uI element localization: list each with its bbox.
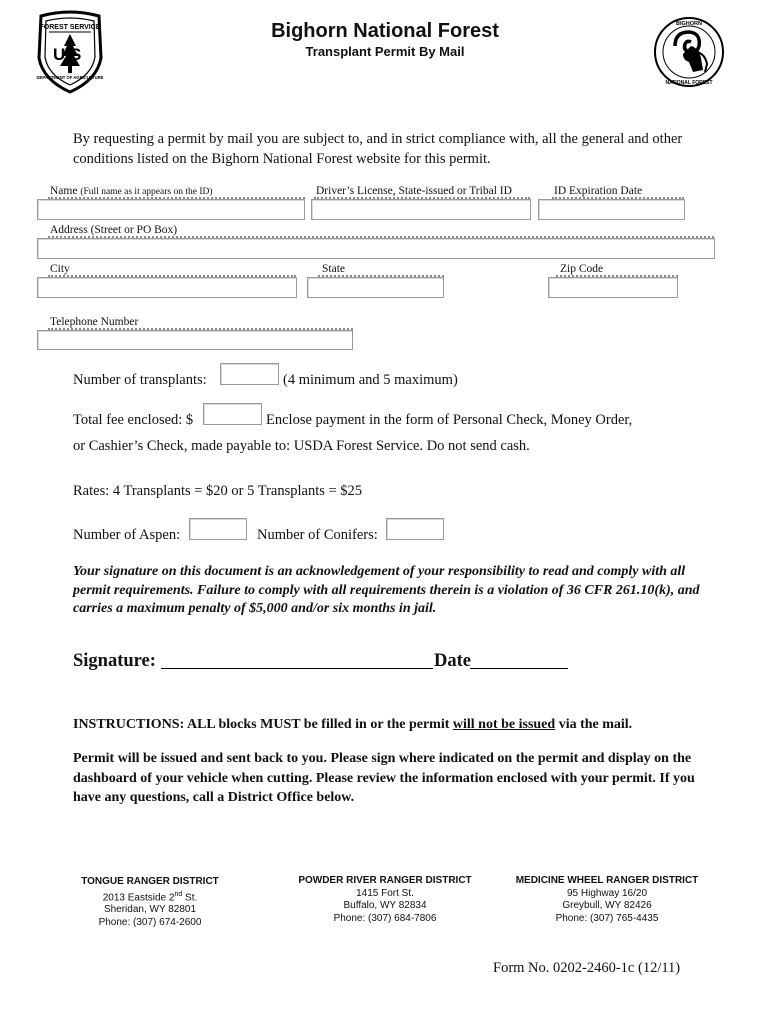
name-label: Name	[50, 185, 78, 197]
aspen-count-field[interactable]	[189, 518, 247, 540]
district-name: TONGUE RANGER DISTRICT	[81, 876, 219, 887]
district-name: MEDICINE WHEEL RANGER DISTRICT	[515, 875, 699, 886]
district-name: POWDER RIVER RANGER DISTRICT	[298, 875, 472, 886]
city-field[interactable]	[37, 277, 297, 298]
name-field[interactable]	[37, 199, 305, 220]
left-logo-top-text: FOREST SERVICE	[39, 24, 101, 31]
page-subtitle: Transplant Permit By Mail	[305, 44, 465, 59]
left-logo-letters: U S	[53, 45, 82, 64]
legal-warning: Your signature on this document is an acknowledgement of your responsibility to read and comply with all permit requirements. Failure to comply with all requirements therein is a violation of 36 CFR 261.10(k), and carries a maximum penalty of $5,000 and/or six months in jail.	[73, 564, 700, 616]
right-logo-bottom-text: NATIONAL FOREST	[665, 80, 713, 86]
state-label: State	[322, 263, 345, 275]
transplants-label: Number of transplants:	[73, 372, 207, 388]
instructions-line	[73, 715, 723, 735]
district-medicine-wheel	[505, 875, 709, 925]
page-title: Bighorn National Forest	[271, 20, 499, 42]
conifers-count-field[interactable]	[386, 518, 444, 540]
district-phone: Phone: (307) 684-7806	[333, 912, 437, 924]
rates-text: Rates: 4 Transplants = $20 or 5 Transplants = $25	[73, 483, 363, 499]
fee-amount-field[interactable]	[203, 403, 262, 425]
instructions-underlined: will not be issued	[452, 717, 556, 732]
aspen-label: Number of Aspen:	[73, 527, 181, 543]
right-logo-top-text: BIGHORN	[676, 21, 702, 27]
license-label: Driver’s License, State-issued or Tribal ID	[316, 185, 512, 197]
date-label: Date	[434, 651, 471, 671]
signature-label: Signature:	[73, 651, 156, 671]
address-field[interactable]	[37, 238, 715, 259]
instructions-suffix: via the mail.	[555, 717, 633, 732]
left-logo-bottom-text: DEPARTMENT OF AGRICULTURE	[36, 75, 104, 80]
intro-paragraph: By requesting a permit by mail you are subject to, and in strict compliance with, all the general and other conditions listed on the Bighorn National Forest website for this permit.	[73, 131, 683, 167]
district-phone: Phone: (307) 674-2600	[98, 916, 202, 928]
form-number: Form No. 0202-2460-1c (12/11)	[493, 960, 681, 976]
fee-note-line-1: Enclose payment in the form of Personal Check, Money Order,	[266, 412, 633, 428]
zip-label: Zip Code	[560, 263, 604, 275]
transplants-hint: (4 minimum and 5 maximum)	[283, 372, 458, 388]
district-powder-river	[290, 875, 480, 925]
fee-note-line-2: or Cashier’s Check, made payable to: USDA Forest Service. Do not send cash.	[73, 438, 530, 454]
instructions-paragraph: Permit will be issued and sent back to you. Please sign where indicated on the permit and display on the dashboard of your vehicle when cutting. Please review the information enclosed with your permit. If you have any questions, call a District Office below.	[73, 751, 695, 805]
state-field[interactable]	[307, 277, 444, 298]
district-tongue	[75, 876, 225, 929]
phone-field[interactable]	[37, 330, 353, 350]
address-label: Address (Street or PO Box)	[50, 224, 178, 236]
district-city: Buffalo, WY 82834	[343, 900, 427, 911]
district-city: Greybull, WY 82426	[562, 900, 652, 911]
district-address: 1415 Fort St.	[356, 887, 414, 899]
phone-label: Telephone Number	[50, 316, 139, 328]
conifers-label: Number of Conifers:	[257, 527, 378, 543]
id-expiration-field[interactable]	[538, 199, 685, 220]
district-address: 2013 Eastside 2nd St.	[102, 890, 198, 903]
id-expiration-label: ID Expiration Date	[554, 185, 643, 197]
zip-field[interactable]	[548, 277, 678, 298]
date-line[interactable]	[470, 668, 568, 669]
name-hint: (Full name as it appears on the ID)	[80, 187, 213, 197]
district-phone: Phone: (307) 765-4435	[555, 912, 659, 924]
signature-line[interactable]	[161, 668, 433, 669]
name-label-group	[50, 185, 213, 197]
instructions-prefix: INSTRUCTIONS: ALL blocks MUST be filled in or the permit	[73, 717, 453, 732]
city-label: City	[50, 263, 70, 275]
fee-label: Total fee enclosed: $	[73, 412, 194, 428]
transplants-count-field[interactable]	[220, 363, 279, 385]
license-field[interactable]	[311, 199, 531, 220]
district-city: Sheridan, WY 82801	[103, 904, 197, 916]
district-address: 95 Highway 16/20	[566, 887, 648, 899]
